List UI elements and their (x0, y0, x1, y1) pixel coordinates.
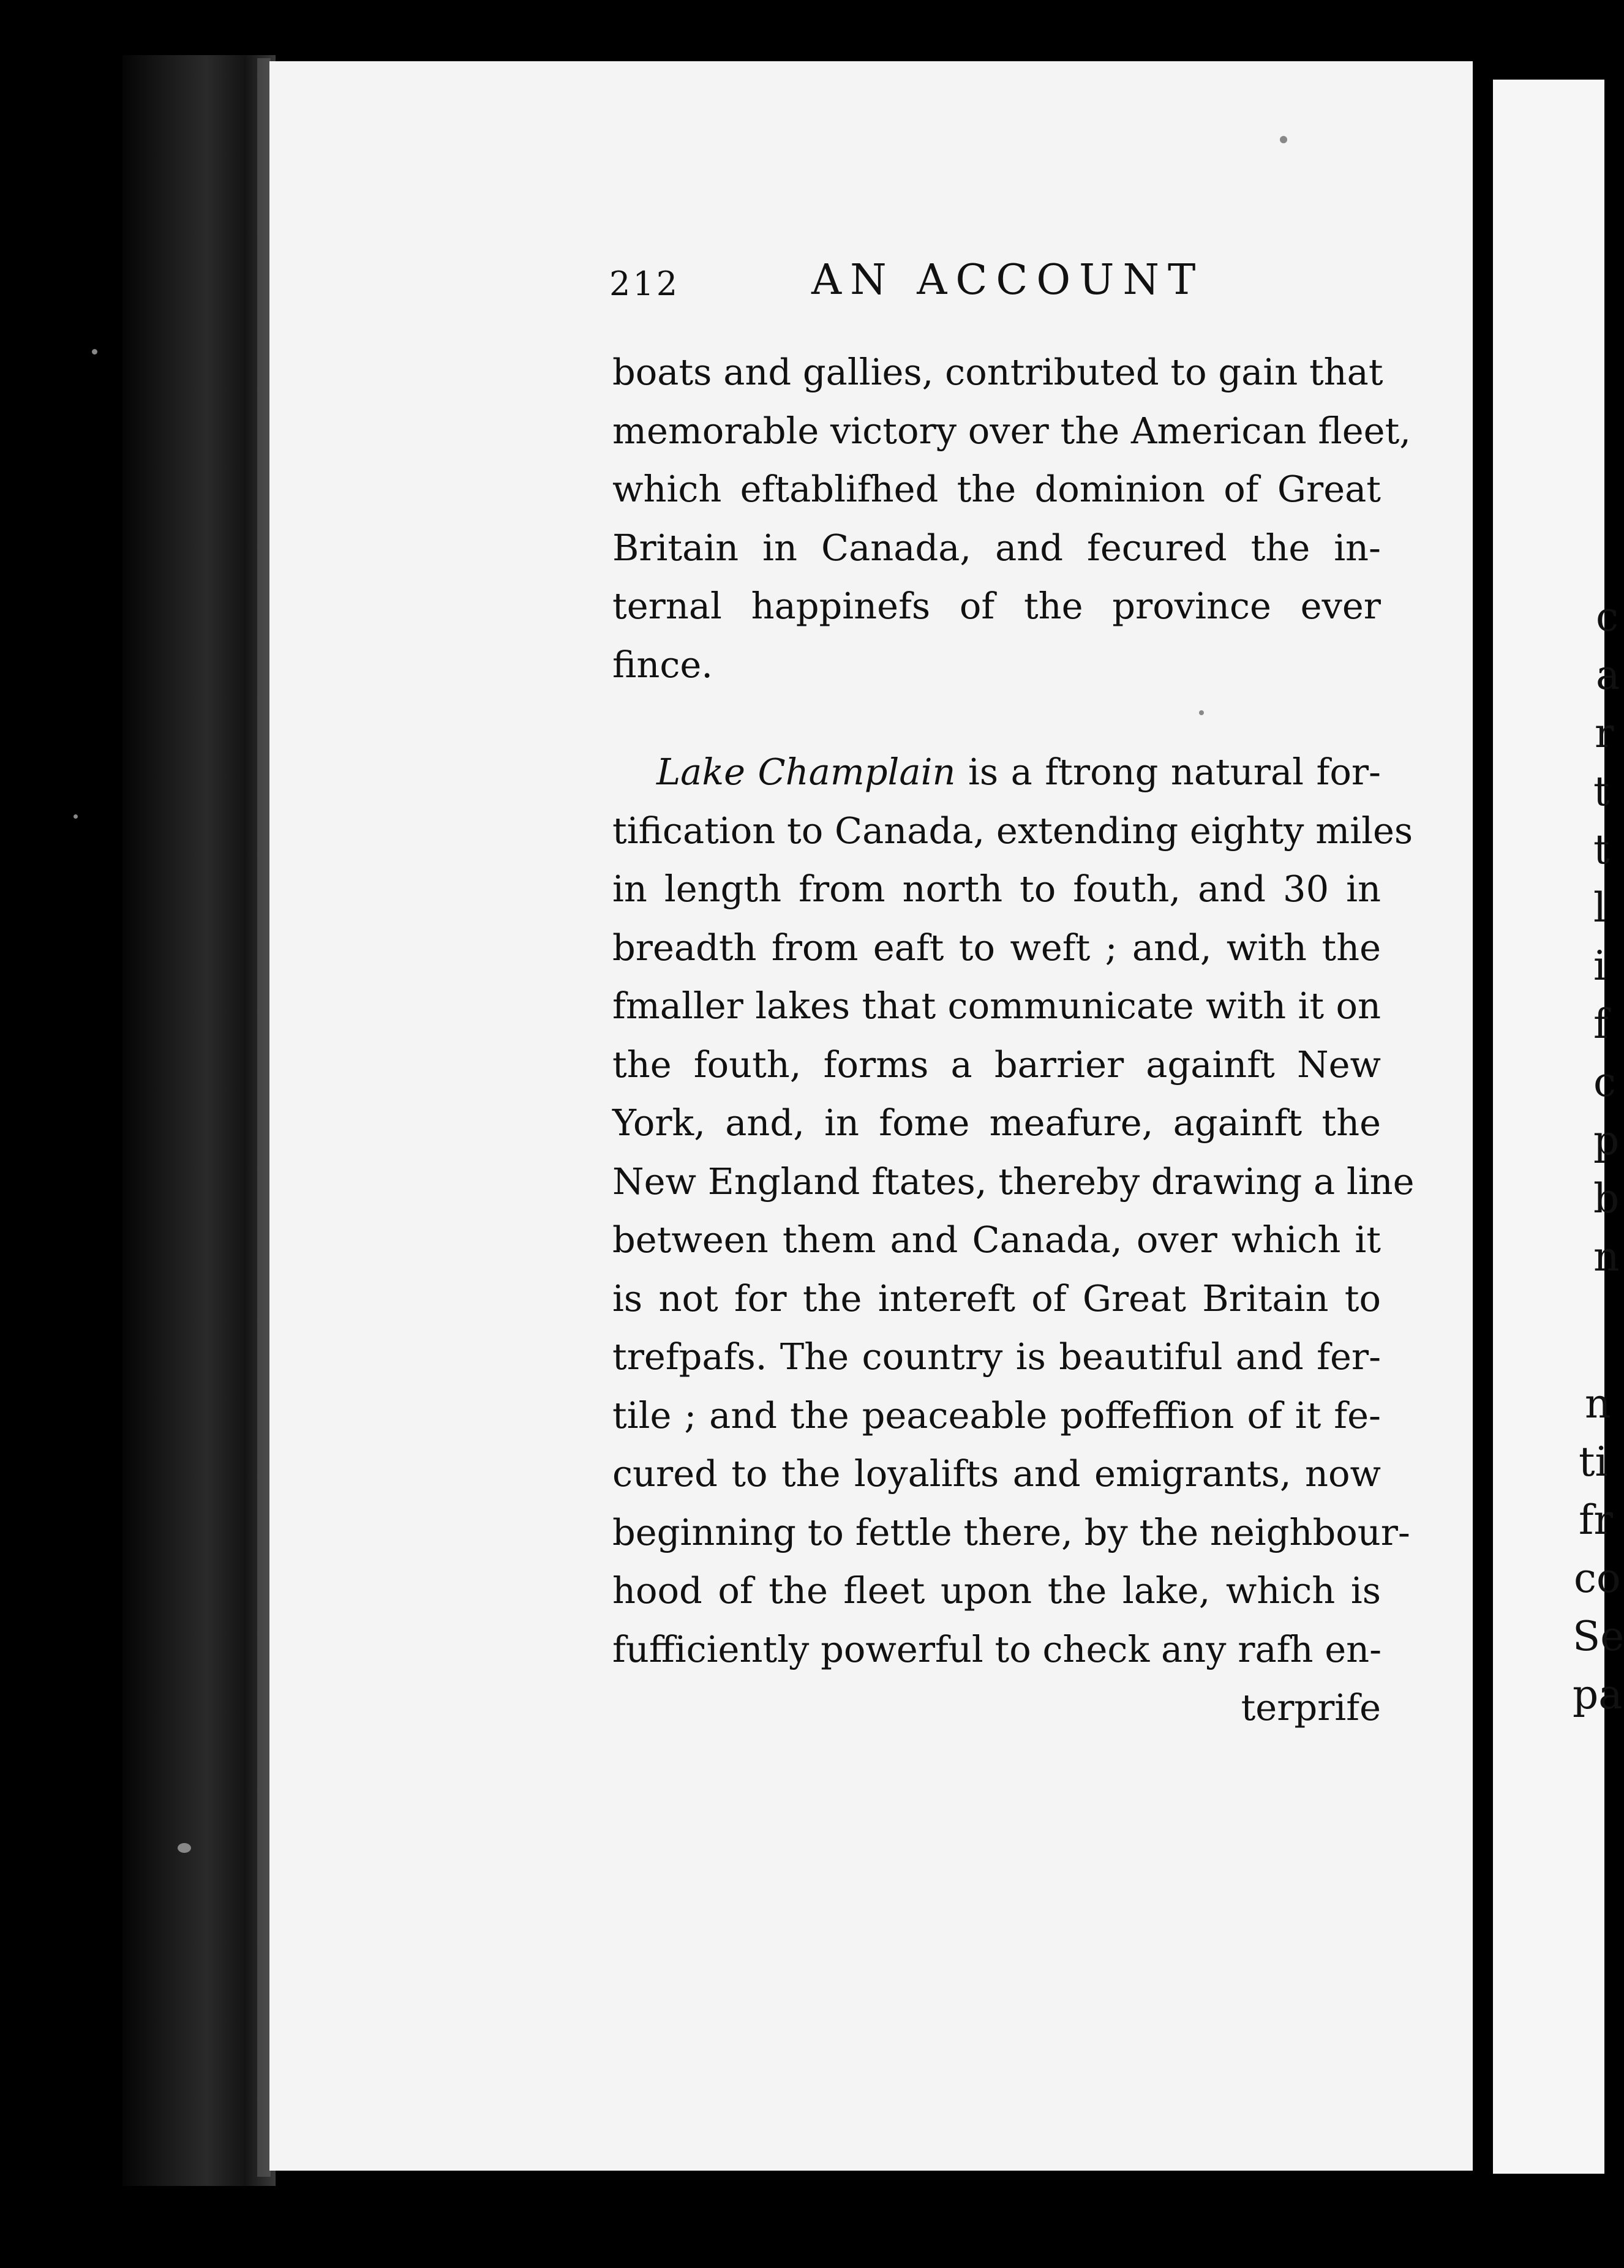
facing-page-fragment: Se (1573, 1613, 1624, 1660)
text-line: trefpafs. The country is beautiful and fer- (612, 1335, 1381, 1378)
binding-edge (257, 58, 271, 2177)
scan-speck (1199, 710, 1204, 715)
facing-page-fragment: t (1593, 826, 1610, 873)
text-line-first (612, 743, 1381, 802)
paragraph-gap (612, 694, 1381, 743)
page-body (612, 343, 1415, 1737)
facing-page-fragment: i (1593, 942, 1607, 989)
running-head: AN ACCOUNT (811, 256, 1205, 304)
catchword: terprife (1241, 1686, 1381, 1729)
facing-page-fragment: b (1593, 1175, 1620, 1222)
text-line: tile ; and the peaceable poffeffion of it fe- (612, 1394, 1381, 1436)
text-line: York, and, in fome meafure, againft the (612, 1102, 1381, 1144)
text-line: beginning to fettle there, by the neighbour- (612, 1511, 1410, 1553)
facing-page (1493, 80, 1624, 2174)
text-line: fufficiently powerful to check any rafh en- (612, 1628, 1382, 1670)
scan-speck (178, 1843, 191, 1853)
scan-speck (92, 349, 97, 355)
facing-page-fragment: a (1596, 651, 1620, 699)
text-line: in length from north to fouth, and 30 in (612, 868, 1381, 910)
italic-place-name: Lake Champlain (656, 751, 956, 793)
text-line: ternal happinefs of the province ever (612, 585, 1381, 627)
paragraph-1 (612, 343, 1412, 694)
text-line: boats and gallies, contributed to gain that (612, 351, 1383, 393)
facing-page-fragment: r (1595, 710, 1614, 757)
page-number: 212 (609, 265, 680, 303)
facing-page-fragment: c (1596, 593, 1618, 640)
text-line: is not for the intereft of Great Britain to (612, 1277, 1381, 1320)
text-line: between them and Canada, over which it (612, 1218, 1381, 1261)
text-line: cured to the loyalifts and emigrants, now (612, 1452, 1381, 1495)
facing-page-fragment: c (1593, 1059, 1616, 1106)
text-line: breadth from eaft to weft ; and, with the (612, 926, 1381, 969)
facing-page-fragment: fr (1579, 1496, 1613, 1544)
facing-page-fragment: pa (1573, 1671, 1623, 1718)
paragraph-2 (612, 743, 1415, 1737)
first-line-rest: is a ftrong natural for- (955, 751, 1381, 793)
text-line: memorable victory over the American fleet, (612, 409, 1412, 452)
scan-speck (73, 814, 78, 819)
page-header (609, 256, 1246, 311)
facing-page-fragment: p (1593, 1117, 1620, 1164)
text-line: the fouth, forms a barrier againft New (612, 1043, 1381, 1086)
text-line: Britain in Canada, and fecured the in- (612, 526, 1381, 569)
text-line: which eftablifhed the dominion of Great (612, 468, 1381, 510)
facing-page-fragment: f (1593, 1001, 1609, 1048)
text-line: tification to Canada, extending eighty miles (612, 809, 1413, 852)
book-binding (122, 55, 276, 2186)
scan-speck (1280, 136, 1287, 143)
facing-page-fragment: t (1593, 768, 1610, 815)
text-line: hood of the fleet upon the lake, which is (612, 1569, 1381, 1612)
facing-page-fragment: n (1585, 1380, 1611, 1427)
text-line: fmaller lakes that communicate with it on (612, 985, 1381, 1027)
text-line: fince. (612, 643, 713, 686)
facing-page-fragment: l (1593, 884, 1607, 931)
text-line: New England ftates, thereby drawing a line (612, 1160, 1415, 1203)
facing-page-fragment: co (1574, 1555, 1621, 1602)
facing-page-fragment: n (1593, 1233, 1620, 1280)
facing-page-fragment: ti (1579, 1438, 1608, 1485)
